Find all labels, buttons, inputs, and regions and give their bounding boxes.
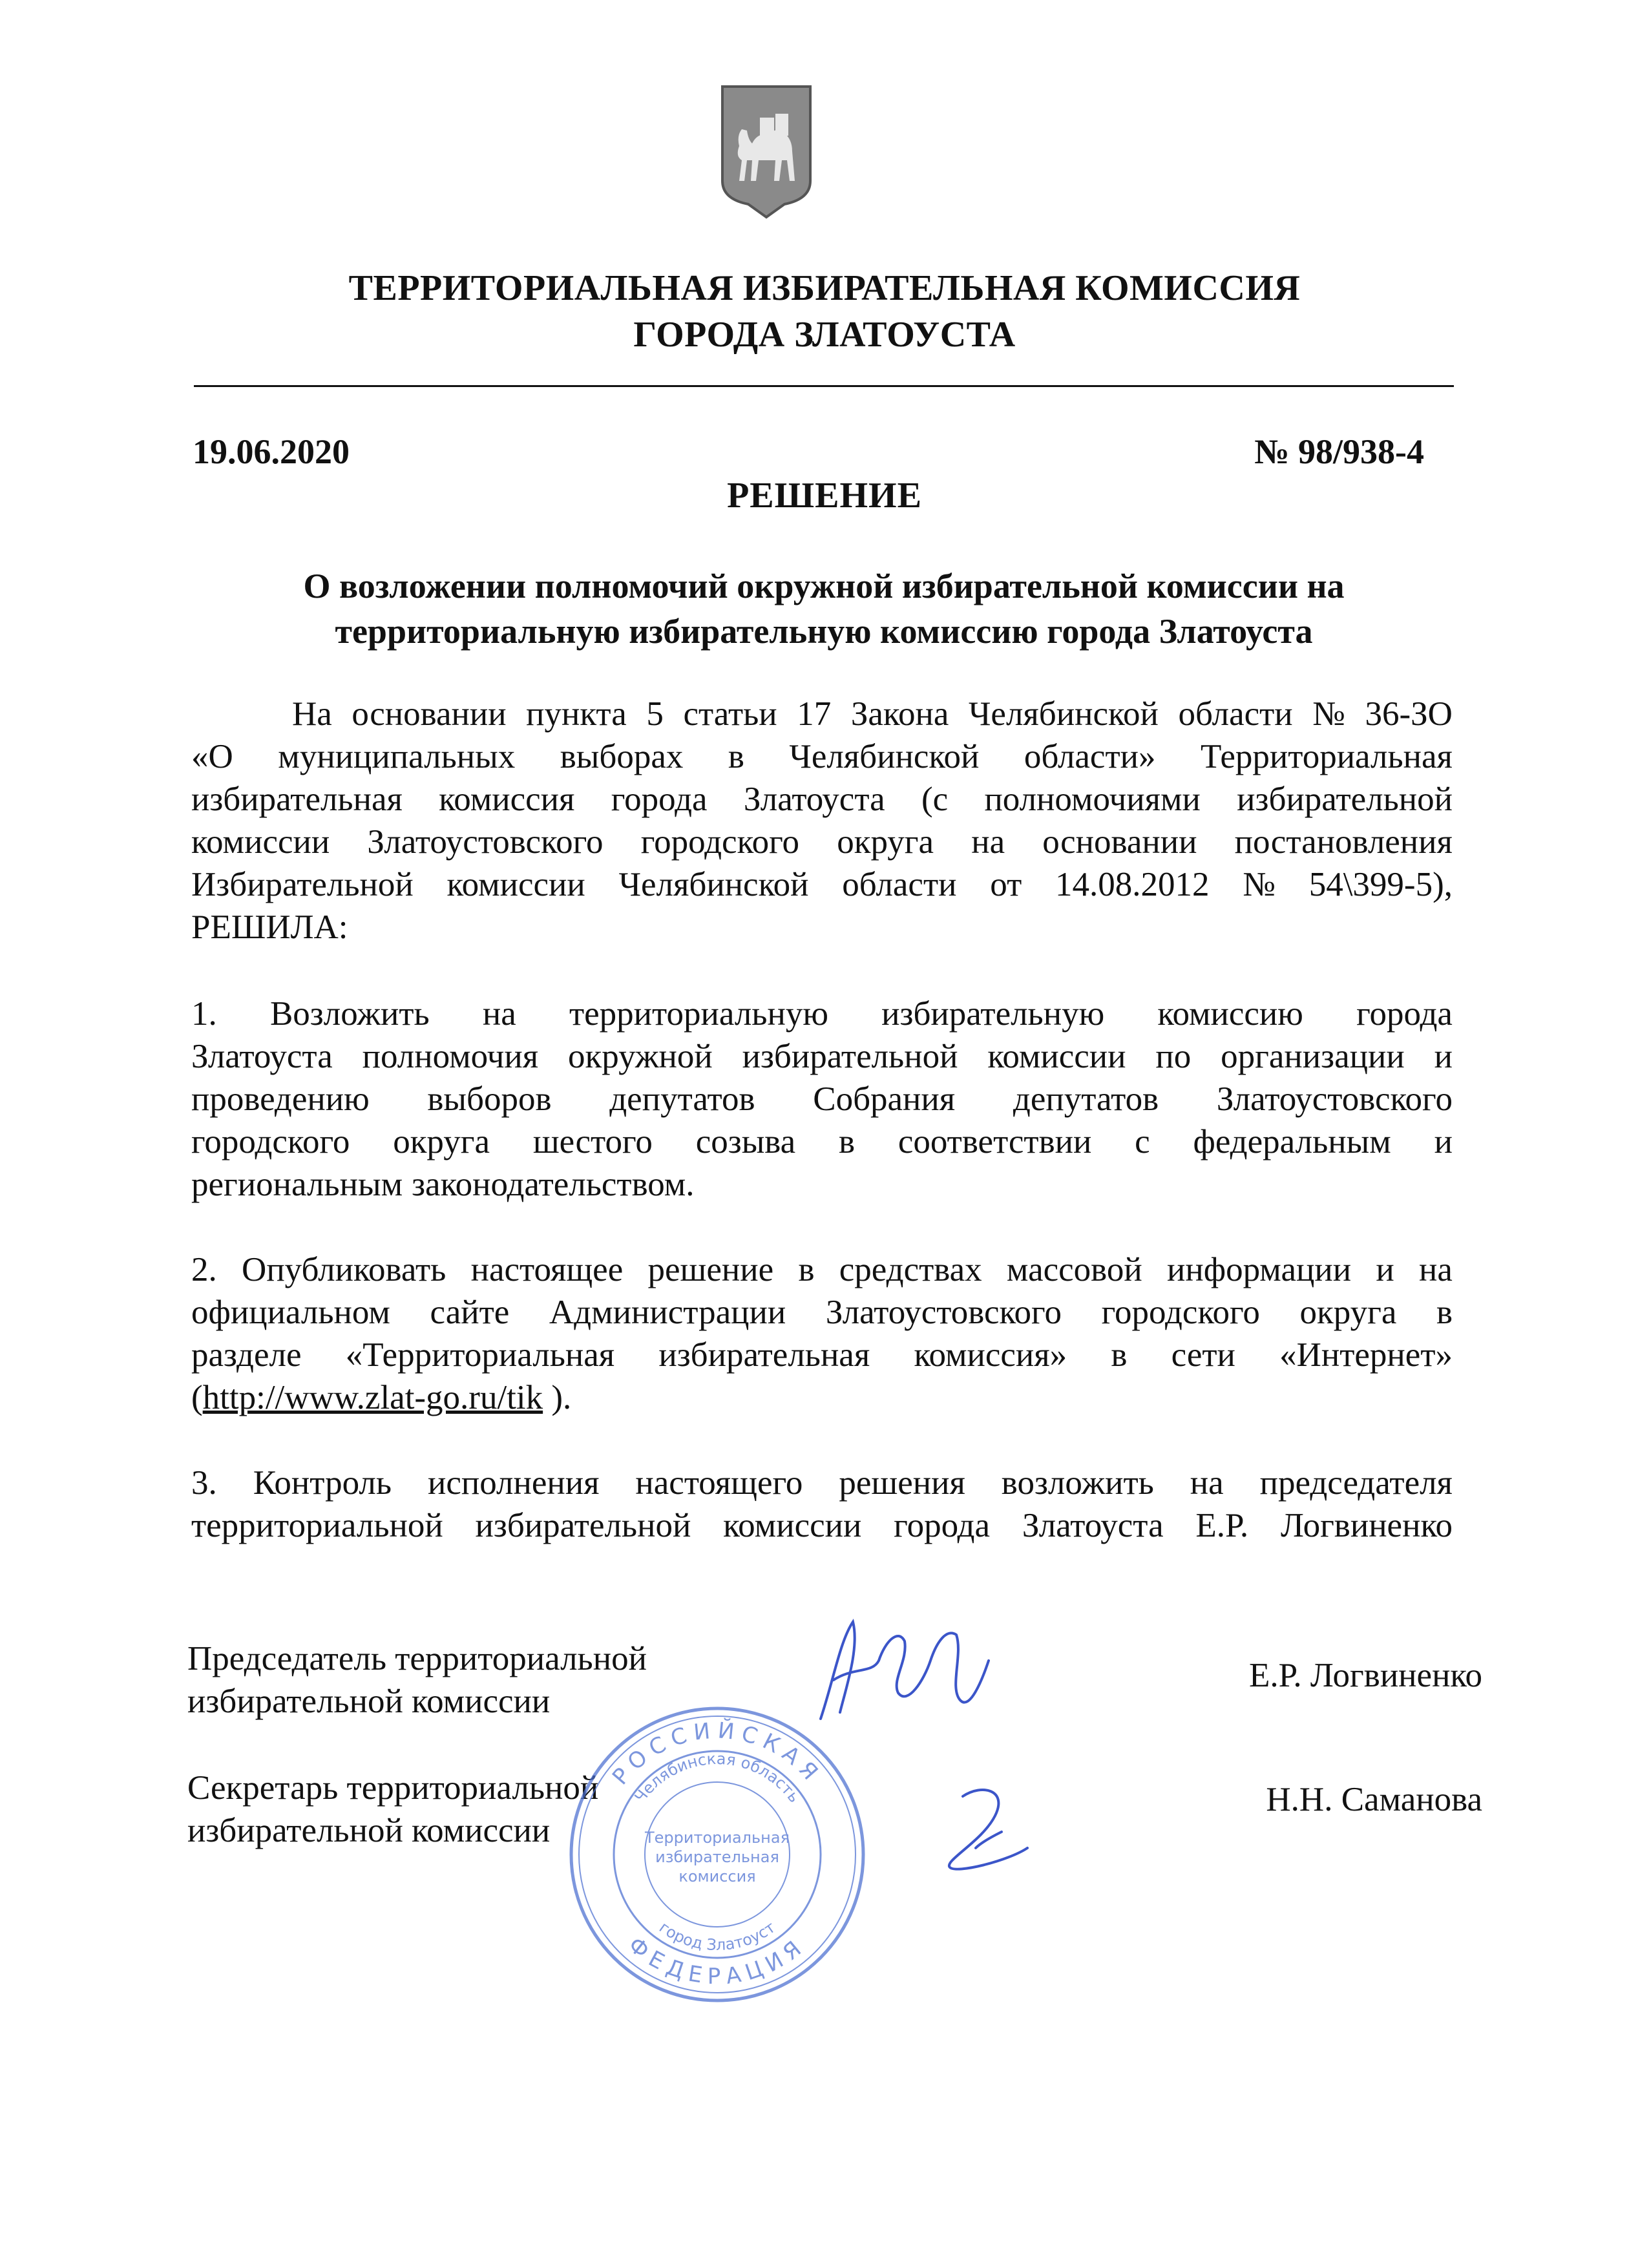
word: комиссии <box>723 1507 862 1544</box>
word: Челябинской <box>618 866 809 903</box>
word: в <box>728 738 744 775</box>
word: Собрания <box>813 1080 956 1118</box>
word: организации <box>1221 1038 1405 1075</box>
word: председателя <box>1259 1464 1453 1502</box>
item2-line <box>191 1291 1453 1334</box>
chair-name: Е.Р. Логвиненко <box>1248 1657 1482 1694</box>
item1-line <box>191 1120 1453 1163</box>
word: статьи <box>683 695 777 733</box>
stamp-center-line3: комиссия <box>678 1867 756 1885</box>
word: Администрации <box>549 1294 786 1331</box>
word: Златоустовского <box>825 1294 1062 1331</box>
word: № <box>1312 695 1345 733</box>
word: официальном <box>191 1294 390 1331</box>
secretary-name: Н.Н. Саманова <box>1266 1781 1482 1818</box>
organization-name-line1: ТЕРРИТОРИАЛЬНАЯ ИЗБИРАТЕЛЬНАЯ КОМИССИЯ <box>348 268 1301 308</box>
subject-line1: О возложении полномочий окружной избирательной комиссии на <box>303 567 1345 605</box>
word: возложить <box>1001 1464 1154 1502</box>
word: депутатов <box>609 1080 755 1118</box>
word: Возложить <box>269 995 430 1033</box>
word: и <box>1434 1123 1453 1160</box>
word: основании <box>352 695 507 733</box>
item3-line <box>191 1504 1453 1547</box>
word: РЕШИЛА: <box>191 908 348 946</box>
word: города <box>1356 995 1453 1033</box>
item3-line <box>191 1462 1453 1504</box>
word: исполнения <box>427 1464 600 1502</box>
word: депутатов <box>1013 1080 1159 1118</box>
word: Златоуста <box>743 781 885 818</box>
word: Златоустовского <box>1216 1080 1453 1118</box>
word: городского <box>191 1123 350 1160</box>
word: в <box>1436 1294 1453 1331</box>
word: и <box>1434 1038 1453 1075</box>
stamp-center-line2: избирательная <box>655 1848 779 1866</box>
chair-title-line2: избирательной комиссии <box>187 1683 551 1720</box>
word: 5 <box>646 695 664 733</box>
word: Опубликовать <box>242 1251 446 1288</box>
word: территориальную <box>569 995 828 1033</box>
word: «Территориальная <box>345 1336 615 1374</box>
word: города <box>894 1507 991 1544</box>
item2-line <box>191 1248 1453 1291</box>
preamble-line <box>191 821 1453 863</box>
item2-link-line <box>191 1376 571 1419</box>
item1-line <box>191 992 1453 1035</box>
word: с <box>1135 1123 1150 1160</box>
link-close-paren: ). <box>543 1379 572 1416</box>
chair-title-line1: Председатель территориальной <box>187 1640 647 1677</box>
word: на <box>482 995 516 1033</box>
word: Златоуста <box>191 1038 333 1075</box>
word: Златоуста <box>1022 1507 1164 1544</box>
word: проведению <box>191 1080 370 1118</box>
word: полномочия <box>362 1038 539 1075</box>
word: комиссии <box>191 823 330 861</box>
word: на <box>971 823 1005 861</box>
word: и <box>1376 1251 1394 1288</box>
word: настоящее <box>470 1251 624 1288</box>
word: округа <box>393 1123 490 1160</box>
word: области <box>1178 695 1293 733</box>
coat-of-arms-emblem <box>720 84 813 220</box>
word: комиссия» <box>914 1336 1067 1374</box>
item1-line <box>191 1078 1453 1120</box>
item1-line <box>191 1163 1453 1206</box>
word: решение <box>647 1251 774 1288</box>
word: в <box>1111 1336 1128 1374</box>
preamble-line <box>191 863 1453 906</box>
word: комиссии <box>446 866 585 903</box>
word: законодательством. <box>412 1166 695 1203</box>
word: федеральным <box>1193 1123 1391 1160</box>
header-divider <box>194 385 1454 387</box>
word: сайте <box>430 1294 510 1331</box>
link-open-paren: ( <box>191 1379 203 1416</box>
word: на <box>1419 1251 1453 1288</box>
stamp-ring-top: Челябинская область <box>631 1749 804 1806</box>
word: «Интернет» <box>1279 1336 1453 1374</box>
word: 2. <box>191 1251 217 1288</box>
word: 1. <box>191 995 217 1033</box>
stamp-ring-bottom: город Златоуст <box>656 1918 779 1955</box>
word: округа <box>837 823 934 861</box>
website-link[interactable]: http://www.zlat-go.ru/tik <box>202 1379 543 1416</box>
word: избирательной <box>1237 781 1453 818</box>
word: На <box>292 695 332 733</box>
word: окружной <box>568 1038 713 1075</box>
word: округа <box>1299 1294 1397 1331</box>
word: городского <box>1101 1294 1260 1331</box>
item1-line <box>191 1035 1453 1078</box>
word: области <box>842 866 957 903</box>
word: выборах <box>560 738 684 775</box>
word: на <box>1190 1464 1224 1502</box>
word: пункта <box>526 695 627 733</box>
word: соответствии <box>898 1123 1092 1160</box>
word: городского <box>640 823 800 861</box>
word: основании <box>1042 823 1197 861</box>
word: полномочиями <box>984 781 1201 818</box>
preamble-line <box>191 778 1453 821</box>
word: избирательная <box>658 1336 870 1374</box>
word: сети <box>1171 1336 1235 1374</box>
secretary-signature <box>918 1770 1047 1880</box>
word: 14.08.2012 <box>1055 866 1210 903</box>
secretary-title-line2: избирательной комиссии <box>187 1812 551 1849</box>
word: избирательную <box>881 995 1105 1033</box>
word: в <box>798 1251 815 1288</box>
document-type: РЕШЕНИЕ <box>727 476 922 516</box>
document-number: № 98/938-4 <box>1254 432 1424 471</box>
word: 3. <box>191 1464 217 1502</box>
word: «О <box>191 738 233 775</box>
word: 54\399-5), <box>1308 866 1453 903</box>
word: средствах <box>839 1251 982 1288</box>
word: 17 <box>797 695 832 733</box>
word: массовой <box>1006 1251 1142 1288</box>
word: Логвиненко <box>1280 1507 1453 1544</box>
word: Контроль <box>253 1464 392 1502</box>
word: Челябинской <box>789 738 980 775</box>
word: Челябинской <box>968 695 1159 733</box>
word: разделе <box>191 1336 302 1374</box>
word: региональным <box>191 1166 403 1203</box>
word: избирательной <box>742 1038 958 1075</box>
preamble-line <box>191 735 1453 778</box>
word: 36-ЗО <box>1365 695 1453 733</box>
word: Территориальная <box>1200 738 1453 775</box>
word: информации <box>1167 1251 1352 1288</box>
word: шестого <box>532 1123 653 1160</box>
word: в <box>838 1123 856 1160</box>
word: комиссии <box>987 1038 1126 1075</box>
word: комиссия <box>439 781 575 818</box>
word: выборов <box>427 1080 552 1118</box>
secretary-title-line1: Секретарь территориальной <box>187 1769 599 1807</box>
chair-signature <box>795 1602 1002 1751</box>
word: Е.Р. <box>1195 1507 1249 1544</box>
word: муниципальных <box>278 738 516 775</box>
preamble-line <box>292 693 1453 735</box>
word: решения <box>839 1464 965 1502</box>
word: постановления <box>1234 823 1453 861</box>
word: Избирательной <box>191 866 414 903</box>
word: по <box>1155 1038 1192 1075</box>
word: города <box>611 781 708 818</box>
word: области» <box>1024 738 1156 775</box>
preamble-resolved <box>191 906 1453 949</box>
word: Златоустовского <box>367 823 604 861</box>
stamp-outer-top: РОССИЙСКАЯ <box>607 1717 827 1790</box>
word: настоящего <box>635 1464 803 1502</box>
word: (с <box>921 781 949 818</box>
word: комиссию <box>1157 995 1303 1033</box>
item2-line <box>191 1334 1453 1376</box>
word: созыва <box>695 1123 796 1160</box>
word: Закона <box>850 695 949 733</box>
stamp-outer-bottom: ФЕДЕРАЦИЯ <box>623 1932 812 1990</box>
word: от <box>990 866 1022 903</box>
organization-name-line2: ГОРОДА ЗЛАТОУСТА <box>633 315 1016 355</box>
word: территориальной <box>191 1507 443 1544</box>
word: избирательная <box>191 781 403 818</box>
subject-line2: территориальную избирательную комиссию города Златоуста <box>335 612 1313 651</box>
document-date: 19.06.2020 <box>193 432 350 471</box>
stamp-center-line1: Территориальная <box>644 1829 790 1847</box>
word: № <box>1243 866 1276 903</box>
word: избирательной <box>475 1507 691 1544</box>
